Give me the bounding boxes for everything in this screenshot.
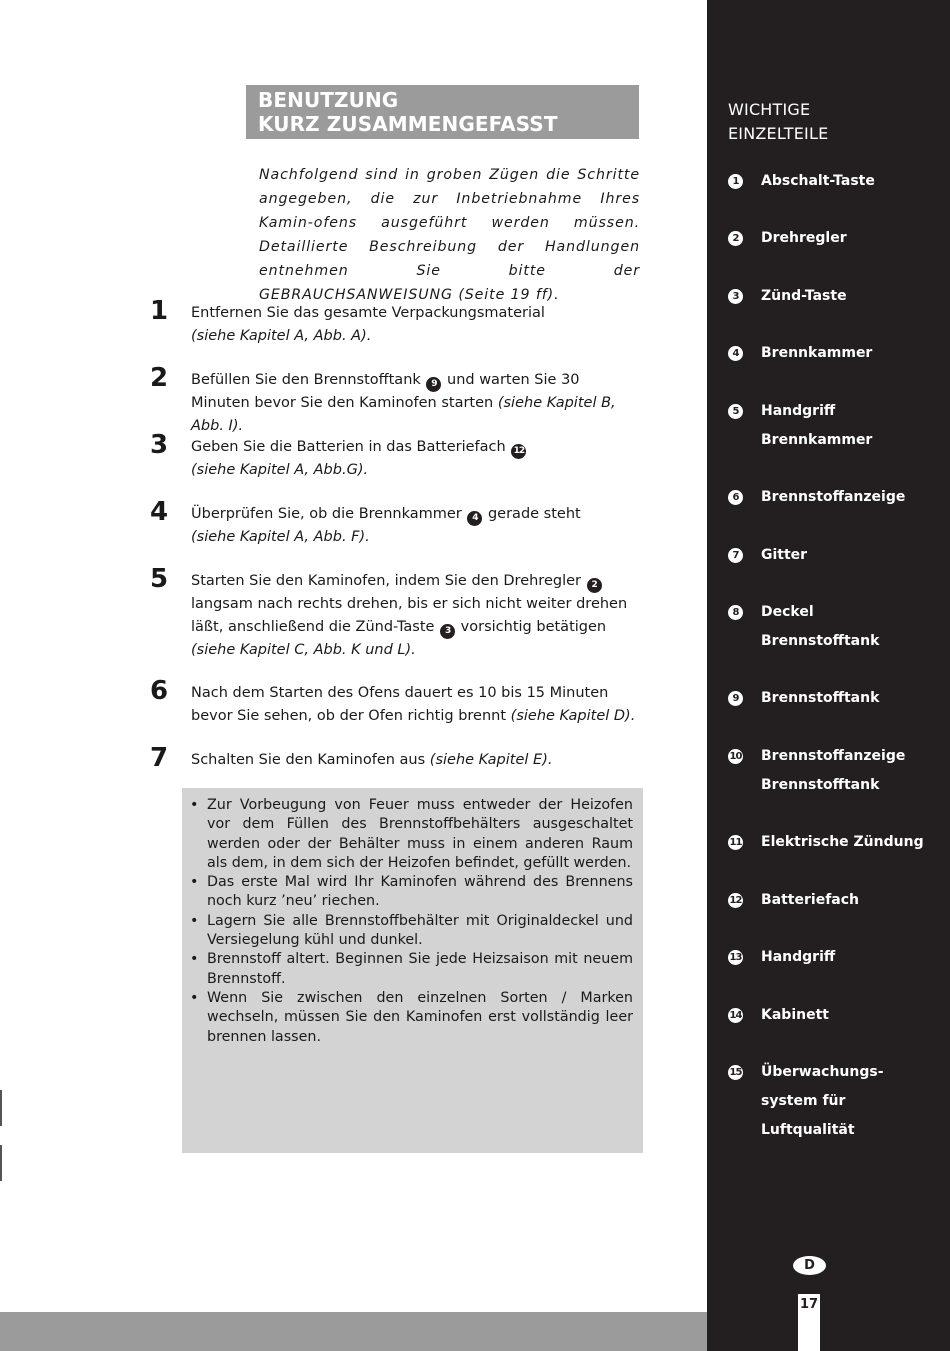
part-label: Brennstoffanzeige Brennstofftank bbox=[761, 748, 906, 793]
part-number-badge: 11 bbox=[729, 837, 742, 848]
part-item bbox=[728, 282, 847, 311]
part-item bbox=[728, 684, 879, 713]
edge-mark-bottom bbox=[0, 1145, 2, 1181]
footer-band bbox=[0, 1312, 707, 1351]
part-number-badge: 2 bbox=[728, 231, 743, 246]
part-item bbox=[728, 828, 924, 857]
step-number: 3 bbox=[150, 430, 169, 460]
safety-notes-box bbox=[182, 788, 643, 1153]
part-number-badge: 9 bbox=[728, 691, 743, 706]
step-number: 1 bbox=[150, 296, 169, 326]
part-number-badge: 7 bbox=[728, 548, 743, 563]
part-ref-badge: 2 bbox=[587, 578, 602, 593]
part-label: Elektrische Zündung bbox=[761, 834, 924, 850]
section-heading-box bbox=[246, 85, 639, 139]
part-item bbox=[728, 598, 879, 656]
step-number: 4 bbox=[150, 497, 169, 527]
step-number: 7 bbox=[150, 743, 169, 773]
part-number-badge: 3 bbox=[728, 289, 743, 304]
part-label: Drehregler bbox=[761, 230, 847, 246]
note-item: • Zur Vorbeugung von Feuer muss entweder der Heizofen vor dem Füllen des Brennstoffbehälters ausgeschaltet werden oder der Behälter muss in einem anderen Raum als dem, in dem sich der Heizofen befindet, gefüllt werden. bbox=[190, 796, 633, 873]
note-item: • Wenn Sie zwischen den einzelnen Sorten / Marken wechseln, müssen Sie den Kaminofen erst vollständig leer brennen lassen. bbox=[190, 989, 633, 1047]
part-item bbox=[728, 1058, 884, 1145]
part-label: Kabinett bbox=[761, 1007, 829, 1023]
step-text: Geben Sie die Batterien in das Batteriefach 12 (siehe Kapitel A, Abb.G). bbox=[191, 436, 640, 482]
part-ref-badge: 4 bbox=[467, 511, 482, 526]
note-item: • Brennstoff altert. Beginnen Sie jede Heizsaison mit neuem Brennstoff. bbox=[190, 950, 633, 989]
part-label: Gitter bbox=[761, 547, 808, 563]
part-label: Deckel Brennstofftank bbox=[761, 604, 880, 649]
language-badge: D bbox=[793, 1256, 826, 1275]
part-label: Batteriefach bbox=[761, 892, 859, 908]
part-label: Brennkammer bbox=[761, 345, 873, 361]
step-text: Befüllen Sie den Brennstofftank 9 und warten Sie 30 Minuten bevor Sie den Kaminofen starten (siehe Kapitel B, Abb. I). bbox=[191, 372, 616, 434]
part-item bbox=[728, 943, 835, 972]
step-text: Entfernen Sie das gesamte Verpackungsmaterial (siehe Kapitel A, Abb. A). bbox=[191, 305, 545, 344]
step-text: Schalten Sie den Kaminofen aus (siehe Kapitel E). bbox=[191, 752, 553, 768]
step-number: 2 bbox=[150, 363, 169, 393]
step-number: 5 bbox=[150, 564, 169, 594]
part-item bbox=[728, 742, 905, 800]
part-label: Brennstofftank bbox=[761, 690, 880, 706]
section-heading: BENUTZUNG KURZ ZUSAMMENGEFASST bbox=[258, 88, 558, 136]
part-number-badge: 4 bbox=[728, 346, 743, 361]
step-text: Überprüfen Sie, ob die Brennkammer 4 gerade steht (siehe Kapitel A, Abb. F). bbox=[191, 506, 581, 545]
note-item: • Das erste Mal wird Ihr Kaminofen während des Brennens noch kurz ’neu’ riechen. bbox=[190, 873, 633, 912]
note-item: • Lagern Sie alle Brennstoffbehälter mit Originaldeckel und Versiegelung kühl und dunkel. bbox=[190, 912, 633, 951]
part-number-badge: 1 bbox=[728, 174, 743, 189]
safety-notes-list bbox=[190, 796, 633, 1047]
part-ref-badge: 12 bbox=[511, 444, 526, 459]
part-item bbox=[728, 483, 905, 512]
part-item bbox=[728, 167, 875, 196]
intro-paragraph: Nachfolgend sind in groben Zügen die Schritte angegeben, die zur Inbetriebnahme Ihres Kamin-ofens ausgeführt werden müssen. Detaillierte Beschreibung der Handlungen entnehmen Sie bitte der GEBRAUCHSANWEISUNG (Seite 19 ff). bbox=[259, 167, 640, 303]
part-label: Zünd-Taste bbox=[761, 288, 847, 304]
part-number-badge: 12 bbox=[729, 895, 742, 906]
part-label: Überwachungs- system für Luftqualität bbox=[761, 1064, 884, 1138]
part-item bbox=[728, 1001, 829, 1030]
part-number-badge: 10 bbox=[729, 751, 742, 762]
step-number: 6 bbox=[150, 676, 169, 706]
page-number: 17 bbox=[798, 1294, 820, 1351]
part-number-badge: 14 bbox=[729, 1010, 742, 1021]
sidebar-title: WICHTIGE EINZELTEILE bbox=[728, 100, 829, 143]
parts-sidebar bbox=[707, 0, 950, 1351]
part-number-badge: 8 bbox=[728, 605, 743, 620]
part-number-badge: 15 bbox=[729, 1067, 742, 1078]
part-ref-badge: 3 bbox=[440, 624, 455, 639]
part-number-badge: 5 bbox=[728, 404, 743, 419]
part-item bbox=[728, 397, 872, 455]
edge-mark-top bbox=[0, 1090, 2, 1126]
part-item bbox=[728, 541, 807, 570]
part-label: Handgriff bbox=[761, 949, 836, 965]
step-text: Nach dem Starten des Ofens dauert es 10 bis 15 Minuten bevor Sie sehen, ob der Ofen richtig brennt (siehe Kapitel D). bbox=[191, 685, 636, 724]
part-label: Handgriff Brennkammer bbox=[761, 403, 873, 448]
part-ref-badge: 9 bbox=[426, 377, 441, 392]
part-item bbox=[728, 339, 872, 368]
part-label: Brennstoffanzeige bbox=[761, 489, 906, 505]
part-number-badge: 13 bbox=[729, 952, 742, 963]
part-label: Abschalt-Taste bbox=[761, 173, 875, 189]
part-number-badge: 6 bbox=[728, 490, 743, 505]
part-item bbox=[728, 224, 847, 253]
part-item bbox=[728, 886, 859, 915]
step-text: Starten Sie den Kaminofen, indem Sie den Drehregler 2 langsam nach rechts drehen, bis er sich nicht weiter drehen läßt, anschließend die Zünd-Taste 3 vorsichtig betätigen (siehe Kapitel C, Abb. K und L). bbox=[191, 573, 628, 658]
